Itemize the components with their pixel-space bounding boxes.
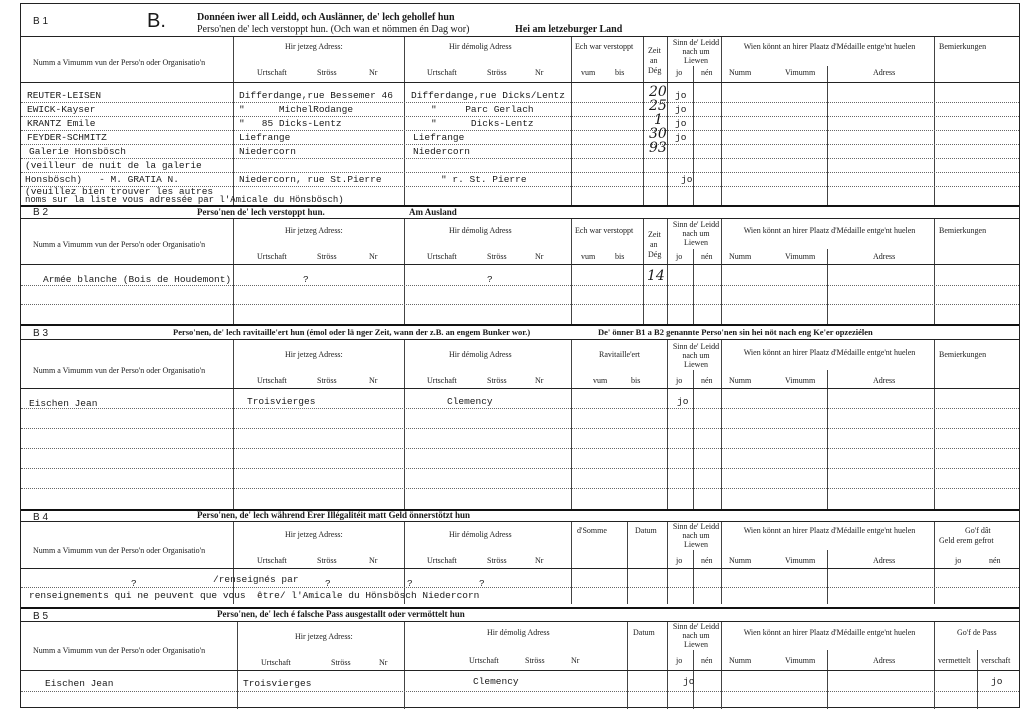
b4-q4: ? [479, 578, 485, 589]
b3-col-stross2: Ströss [487, 376, 507, 385]
b2-col-hidden: Ech war verstoppt [575, 226, 634, 235]
b1-extra3: (veuillez bien trouver les autres [25, 186, 214, 197]
b5-col-urtschaft: Urtschaft [261, 658, 291, 667]
b1-extra4: noms sur la liste vous adressée par l'Amicale du Hönsbösch) [25, 195, 344, 205]
b1-row1-name: REUTER-LEISEN [27, 90, 102, 101]
form-title-line1: Donnéen iwer all Leidd, och Auslänner, de' lech gehollef hun [197, 12, 455, 23]
b1-row1-former: Differdange,rue Dicks/Lentz [411, 90, 565, 101]
b1-row1-days: 20 [649, 84, 667, 100]
b4-col-jo2: jo [955, 556, 962, 565]
b2-col-jo: jo [676, 252, 683, 261]
b2-col-an: an [650, 240, 658, 249]
b2-col-deeg: Dég [648, 250, 662, 259]
col-current: Hir jetzeg Adress: [285, 42, 343, 51]
b1-row3-jo: jo [675, 118, 687, 129]
col-nr: Nr [369, 68, 378, 77]
col-stross2: Ströss [487, 68, 507, 77]
b5-col-nen: nén [701, 656, 713, 665]
col-deeg: Dég [648, 66, 662, 75]
col-name: Numm a Vimumm vun der Perso'n oder Organisatio'n [33, 58, 206, 67]
b5-row-verschaft: jo [991, 676, 1003, 687]
b1-row5-days: 93 [649, 140, 667, 156]
b2-col-urtschaft2: Urtschaft [427, 252, 457, 261]
b1-row5-current: Niedercorn [239, 146, 297, 157]
b1-row3-former: " Dicks-Lentz [431, 118, 534, 129]
b4-col-adress: Adress [873, 556, 896, 565]
b3-row-current: Troisvierges [247, 396, 316, 407]
b2-row-current: ? [303, 274, 309, 285]
b2-col-numm: Numm [729, 252, 752, 261]
b1-extra1: (veilleur de nuit de la galerie [25, 160, 202, 171]
b3-col-urtschaft2: Urtschaft [427, 376, 457, 385]
b2-title: Perso'nen de' lech verstoppt hun. [197, 207, 325, 217]
b5-col-gof-pass: Go'f de Pass [957, 628, 997, 637]
b1-row3-days: 1 [654, 112, 663, 128]
b3-col-remarks: Bemierkungen [939, 350, 987, 359]
b2-col-vimumm: Vimumm [785, 252, 816, 261]
b1-row4-current: Liefrange [239, 132, 291, 143]
b4-title: Perso'nen, de' lech während Erer Illégalitéit matt Geld önnerstötzt hun [197, 510, 470, 520]
b5-row-current: Troisvierges [243, 678, 312, 689]
b5-col-nr2: Nr [571, 656, 580, 665]
col-vum: vum [581, 68, 596, 77]
b2-col-vum: vum [581, 252, 596, 261]
b4-col-datum: Datum [635, 526, 657, 535]
b1-row4-days: 30 [649, 126, 667, 142]
b1-row3-name: KRANTZ Emile [27, 118, 96, 129]
b1-row5-former: Niedercorn [413, 146, 471, 157]
b3-row-former: Clemency [447, 396, 493, 407]
col-jo: jo [676, 68, 683, 77]
section-b4-label: B 4 [33, 512, 49, 523]
b5-title: Perso'nen, de' lech é falsche Pass ausgestallt oder vermöttelt hun [217, 609, 465, 619]
b1-row1-current: Differdange,rue Bessemer 46 [239, 90, 393, 101]
b2-col-stross2: Ströss [487, 252, 507, 261]
b5-col-numm: Numm [729, 656, 752, 665]
form-sheet [20, 3, 1020, 708]
b3-col-bis: bis [631, 376, 641, 385]
b1-row4-former: Liefrange [413, 132, 465, 143]
b2-col-nen: nén [701, 252, 713, 261]
b1-extra2-former: " r. St. Pierre [441, 174, 527, 185]
b1-row4-name: FEYDER-SCHMITZ [27, 132, 107, 143]
col-wien: Wien könnt an hirer Plaatz d'Médaille entge'nt huelen [743, 42, 916, 51]
b5-col-adress: Adress [873, 656, 896, 665]
b2-col-stross: Ströss [317, 252, 337, 261]
b1-row2-jo: jo [675, 104, 687, 115]
b4-col-nen: nén [701, 556, 713, 565]
b3-col-former: Hir démolig Adress [449, 350, 512, 359]
b4-col-urtschaft: Urtschaft [257, 556, 287, 565]
b3-col-ravitaillert: Ravitaille'ert [599, 350, 640, 359]
b2-col-time: Zeit [648, 230, 661, 239]
b2-land: Am Ausland [409, 207, 457, 217]
b4-col-nr2: Nr [535, 556, 544, 565]
col-an: an [650, 56, 658, 65]
col-urtschaft: Urtschaft [257, 68, 287, 77]
b5-col-name: Numm a Vimumm vun der Perso'n oder Organisatio'n [33, 646, 206, 655]
b1-row2-current: " MichelRodange [239, 104, 354, 115]
b4-col-stross: Ströss [317, 556, 337, 565]
b1-row2-name: EWICK-Kayser [27, 104, 96, 115]
b3-col-numm: Numm [729, 376, 752, 385]
b3-col-stross: Ströss [317, 376, 337, 385]
b3-col-name: Numm a Vimumm vun der Perso'n oder Organisatio'n [33, 366, 206, 375]
b4-col-geld: Geld erem gefrot [939, 536, 994, 545]
b4-q3: ? [407, 578, 413, 589]
b4-col-sense: Sinn de' Leidd nach um Liewen [672, 522, 720, 549]
b5-row-jo: jo [683, 676, 695, 687]
b1-extra2-jo: jo [681, 174, 693, 185]
b2-col-wien: Wien könnt an hirer Plaatz d'Médaille entge'nt huelen [743, 226, 916, 235]
form-letter: B. [147, 10, 166, 32]
b4-col-nr: Nr [369, 556, 378, 565]
col-adress: Adress [873, 68, 896, 77]
b3-col-nen: nén [701, 376, 713, 385]
b4-col-gof-dat: Go'f dât [965, 526, 991, 535]
b4-q2: ? [325, 578, 331, 589]
b2-col-former: Hir démolig Adress [449, 226, 512, 235]
b4-col-numm: Numm [729, 556, 752, 565]
b3-col-current: Hir jetzeg Adress: [285, 350, 343, 359]
b4-col-stross2: Ströss [487, 556, 507, 565]
b3-col-jo: jo [676, 376, 683, 385]
b2-row-former: ? [487, 274, 493, 285]
b5-col-verschaft: verschaft [981, 656, 1011, 665]
b2-col-nr2: Nr [535, 252, 544, 261]
col-numm: Numm [729, 68, 752, 77]
col-nen: nén [701, 68, 713, 77]
land-label: Hei am letzeburger Land [515, 24, 623, 35]
col-stross: Ströss [317, 68, 337, 77]
form-title-line2: Perso'nen de' lech verstoppt hun. (Och wan et nömmen én Dag wor) [197, 24, 470, 35]
b4-col-jo: jo [676, 556, 683, 565]
b3-col-sense: Sinn de' Leidd nach um Liewen [672, 342, 720, 369]
b2-row-days: 14 [647, 268, 665, 284]
b5-col-sense: Sinn de' Leidd nach um Liewen [672, 622, 720, 649]
b3-col-vimumm: Vimumm [785, 376, 816, 385]
b4-line2: renseignements qui ne peuvent que vous être/ l'Amicale du Hönsbösch Niedercorn [29, 590, 480, 601]
b5-col-jo: jo [676, 656, 683, 665]
b3-col-nr: Nr [369, 376, 378, 385]
section-b3-label: B 3 [33, 328, 49, 339]
b3-row-jo: jo [677, 396, 689, 407]
b1-row2-days: 25 [649, 98, 667, 114]
b4-col-nen2: nén [989, 556, 1001, 565]
b1-row5-name: Galerie Honsbösch [29, 146, 126, 157]
b1-row2-former: " Parc Gerlach [431, 104, 534, 115]
b1-row3-current: " 85 Dicks-Lentz [239, 118, 342, 129]
col-remarks: Bemierkungen [939, 42, 987, 51]
b4-col-somme: d'Somme [577, 526, 607, 535]
col-vimumm: Vimumm [785, 68, 816, 77]
b2-col-sense: Sinn de' Leidd nach um Liewen [672, 220, 720, 247]
col-sense: Sinn de' Leidd nach um Liewen [672, 38, 720, 65]
b4-note1: /renseignés par [213, 574, 299, 585]
b3-col-urtschaft: Urtschaft [257, 376, 287, 385]
col-time: Zeit [648, 46, 661, 55]
b2-col-adress: Adress [873, 252, 896, 261]
b2-col-urtschaft: Urtschaft [257, 252, 287, 261]
col-bis: bis [615, 68, 625, 77]
b4-col-name: Numm a Vimumm vun der Perso'n oder Organisatio'n [33, 546, 206, 555]
b2-col-current: Hir jetzeg Adress: [285, 226, 343, 235]
b3-col-adress: Adress [873, 376, 896, 385]
b2-col-bis: bis [615, 252, 625, 261]
b3-note: De' önner B1 a B2 genannte Perso'nen sin hei nöt nach eng Ke'er opzeziélen [598, 327, 873, 337]
section-b1-label: B 1 [33, 16, 49, 27]
b3-title: Perso'nen, de' lech ravitaille'ert hun (émol oder lä nger Zeit, wann der z.B. an engem Bunker wor.) [173, 327, 531, 337]
col-urtschaft2: Urtschaft [427, 68, 457, 77]
b5-col-former: Hir démolig Adress [487, 628, 550, 637]
b5-col-nr: Nr [379, 658, 388, 667]
b5-col-stross2: Ströss [525, 656, 545, 665]
section-b2-label: B 2 [33, 207, 49, 218]
b4-q1: ? [131, 578, 137, 589]
b1-extra2: Honsbösch) - M. GRATIA N. [25, 174, 179, 185]
b4-col-wien: Wien könnt an hirer Plaatz d'Médaille entge'nt huelen [743, 526, 916, 535]
b2-col-nr: Nr [369, 252, 378, 261]
b1-extra2-current: Niedercorn, rue St.Pierre [239, 174, 382, 185]
col-nr2: Nr [535, 68, 544, 77]
b5-col-stross: Ströss [331, 658, 351, 667]
b4-col-urtschaft2: Urtschaft [427, 556, 457, 565]
b5-col-datum: Datum [633, 628, 655, 637]
b3-col-wien: Wien könnt an hirer Plaatz d'Médaille entge'nt huelen [743, 348, 916, 357]
b5-row-former: Clemency [473, 676, 519, 687]
b3-col-nr2: Nr [535, 376, 544, 385]
col-former: Hir démolig Adress [449, 42, 512, 51]
b2-col-remarks: Bemierkungen [939, 226, 987, 235]
b4-col-current: Hir jetzeg Adress: [285, 530, 343, 539]
col-hidden: Ech war verstoppt [575, 42, 634, 51]
b3-col-vum: vum [593, 376, 608, 385]
b2-col-name: Numm a Vimumm vun der Perso'n oder Organisatio'n [33, 240, 206, 249]
b5-col-vermettelt: vermettelt [938, 656, 971, 665]
b4-col-former: Hir démolig Adress [449, 530, 512, 539]
b2-row-name: Armée blanche (Bois de Houdemont) [43, 274, 232, 285]
b5-col-urtschaft2: Urtschaft [469, 656, 499, 665]
b5-row-name: Eischen Jean [45, 678, 114, 689]
b4-col-vimumm: Vimumm [785, 556, 816, 565]
b3-row-name: Eischen Jean [29, 398, 98, 409]
b5-col-wien: Wien könnt an hirer Plaatz d'Médaille entge'nt huelen [743, 628, 916, 637]
b1-row4-jo: jo [675, 132, 687, 143]
b5-col-vimumm: Vimumm [785, 656, 816, 665]
section-b5-label: B 5 [33, 611, 49, 622]
b1-row1-jo: jo [675, 90, 687, 101]
b5-col-current: Hir jetzeg Adress: [295, 632, 353, 641]
